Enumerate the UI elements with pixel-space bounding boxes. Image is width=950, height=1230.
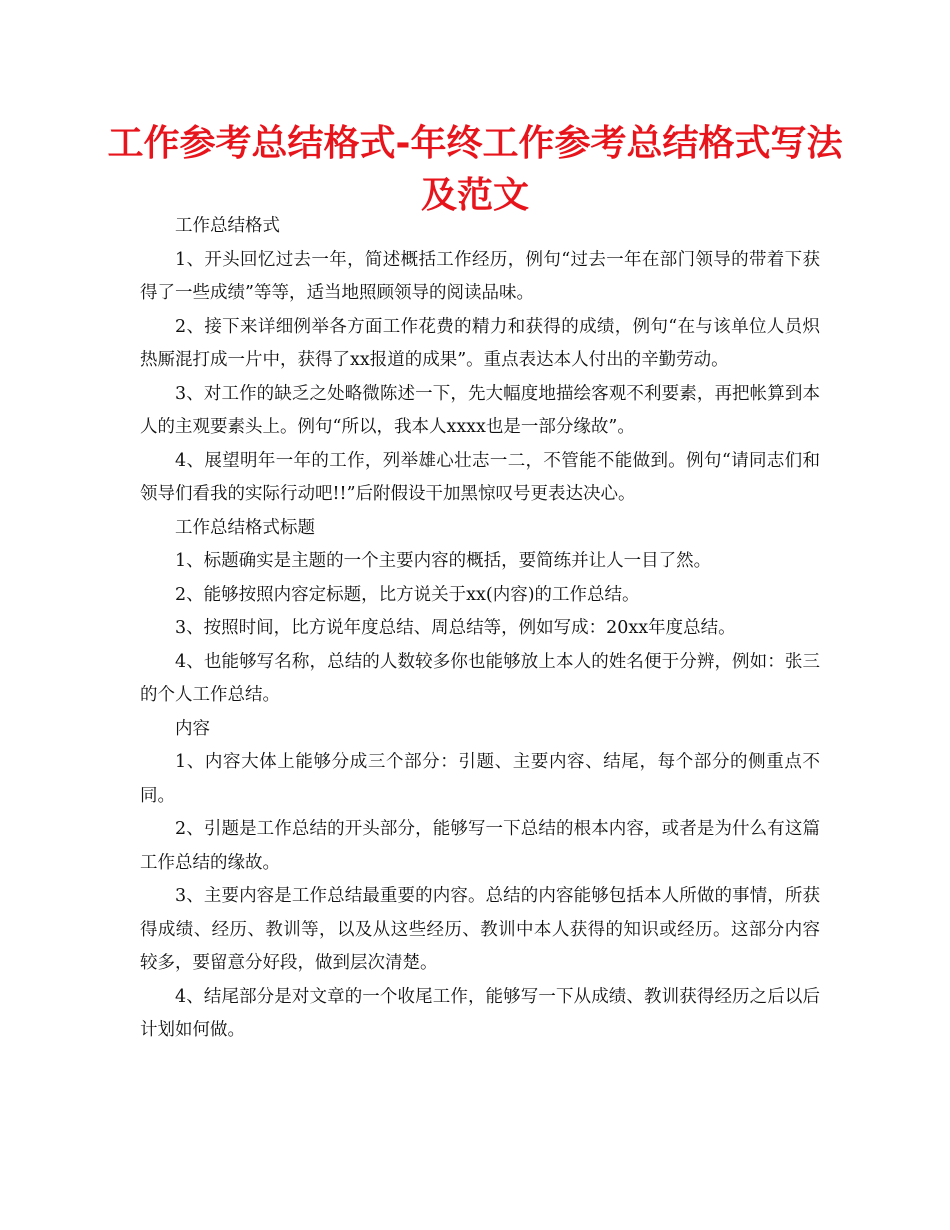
paragraph: 1、内容大体上能够分成三个部分：引题、主要内容、结尾，每个部分的侧重点不同。 [140, 752, 820, 806]
section-heading-title: 工作总结格式标题 [175, 517, 315, 538]
paragraph: 4、展望明年一年的工作，列举雄心壮志一二，不管能不能做到。例句“请同志们和领导们看我的实际行动吧!!”后附假设干加黑惊叹号更表达决心。 [140, 450, 820, 504]
paragraph: 2、引题是工作总结的开头部分，能够写一下总结的根本内容，或者是为什么有这篇工作总结的缘故。 [140, 819, 820, 873]
paragraph: 3、对工作的缺乏之处略微陈述一下，先大幅度地描绘客观不利要素，再把帐算到本人的主观要素头上。例句“所以，我本人xxxx也是一部分缘故”。 [140, 383, 820, 437]
paragraph: 4、结尾部分是对文章的一个收尾工作，能够写一下从成绩、教训获得经历之后以后计划如何做。 [140, 986, 820, 1040]
paragraph: 2、能够按照内容定标题，比方说关于xx(内容)的工作总结。 [175, 584, 640, 605]
document-body [140, 210, 820, 1048]
paragraph: 2、接下来详细例举各方面工作花费的精力和获得的成绩，例句“在与该单位人员炽热厮混打成一片中，获得了xx报道的成果”。重点表达本人付出的辛勤劳动。 [140, 316, 820, 370]
paragraph: 4、也能够写名称，总结的人数较多你也能够放上本人的姓名便于分辨，例如：张三的个人工作总结。 [140, 651, 820, 705]
paragraph: 3、主要内容是工作总结最重要的内容。总结的内容能够包括本人所做的事情，所获得成绩、经历、教训等，以及从这些经历、教训中本人获得的知识或经历。这部分内容较多，要留意分好段，做到层次清楚。 [140, 886, 820, 973]
section-heading-format: 工作总结格式 [175, 216, 280, 236]
section-heading-content: 内容 [175, 718, 210, 739]
paragraph: 1、标题确实是主题的一个主要内容的概括，要简练并让人一目了然。 [175, 551, 712, 571]
paragraph: 1、开头回忆过去一年，简述概括工作经历，例句“过去一年在部门领导的带着下获得了一些成绩”等等，适当地照顾领导的阅读品味。 [140, 249, 820, 303]
document-title: 工作参考总结格式-年终工作参考总结格式写法及范文 [107, 123, 843, 216]
paragraph: 3、按照时间，比方说年度总结、周总结等，例如写成：20xx年度总结。 [175, 618, 736, 638]
